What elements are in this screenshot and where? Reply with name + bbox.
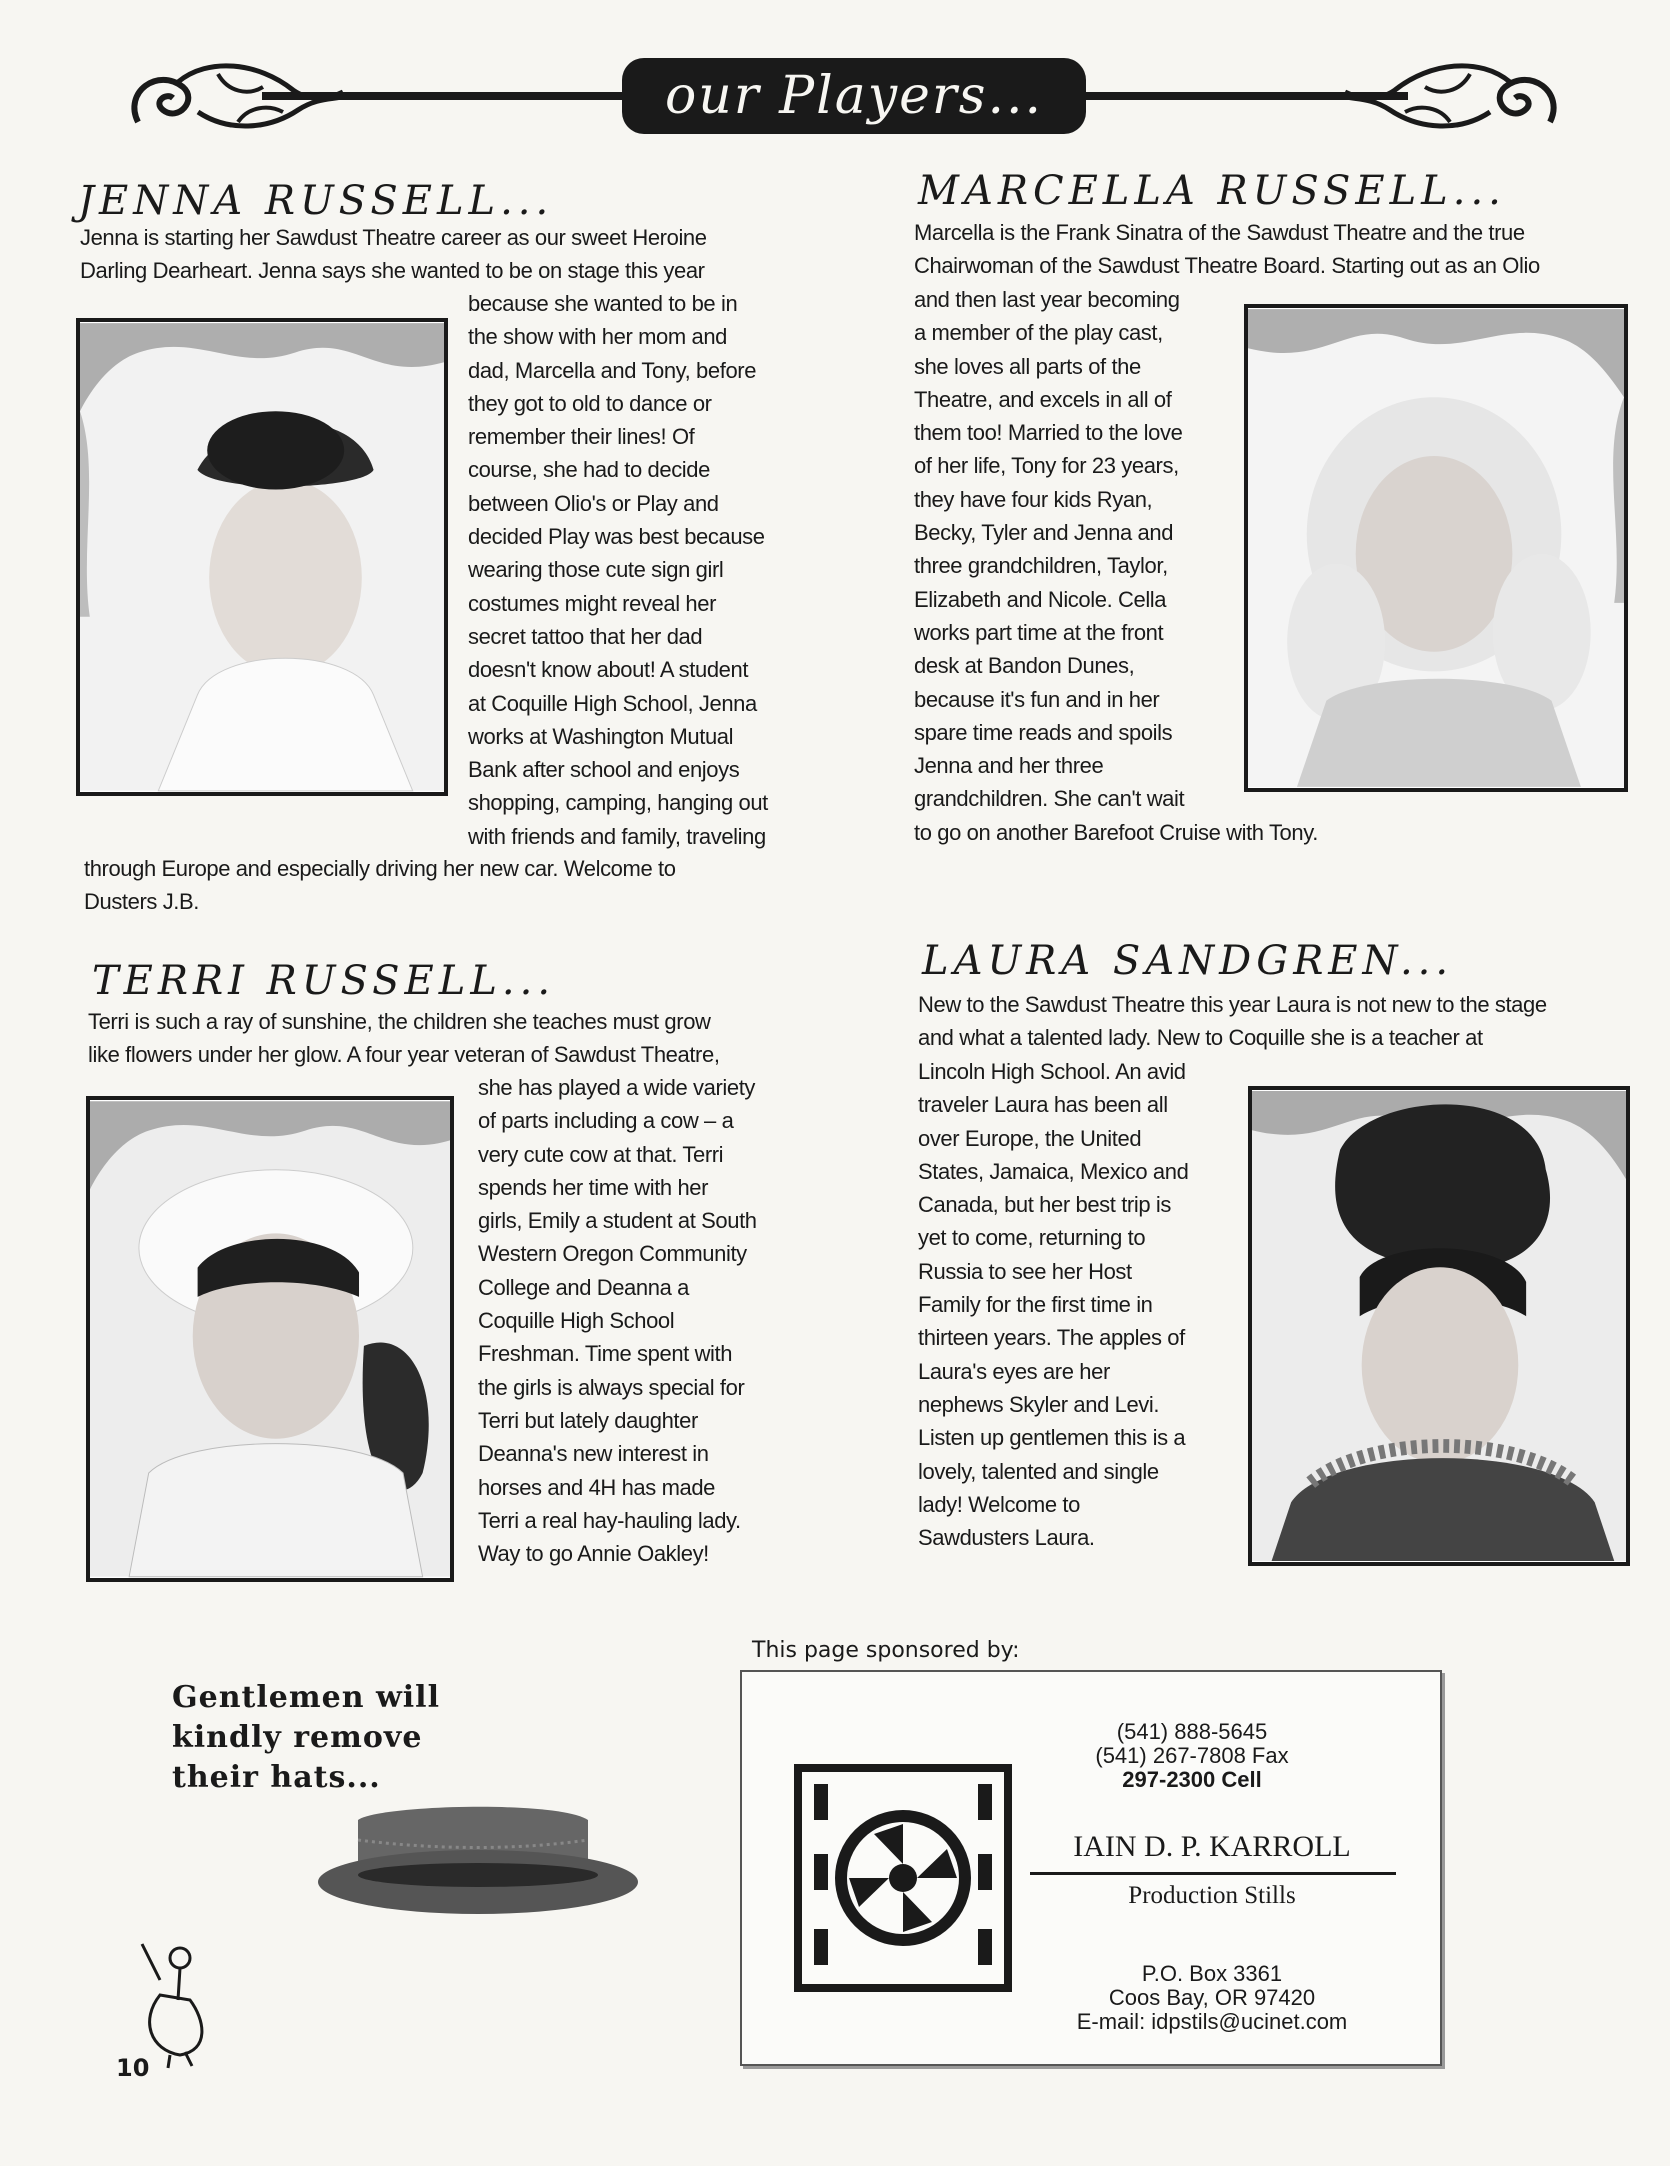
card-divider [1030, 1872, 1396, 1875]
film-reel-logo-icon [794, 1764, 1012, 1992]
boater-hat-illustration [318, 1800, 658, 1950]
page-number: 10 [116, 2054, 150, 2082]
player-name-terri: TERRI RUSSELL... [92, 958, 556, 1004]
sponsor-phones: (541) 888-5645 (541) 267-7808 Fax 297-2300 Cell [1095, 1719, 1289, 1792]
portrait-marcella [1248, 308, 1624, 788]
portrait-jenna [80, 322, 444, 792]
bio-jenna-outro: through Europe and especially driving her new car. Welcome to Dusters J.B. [84, 856, 676, 915]
bio-marcella-wrap: and then last year becoming a member of the play cast, she loves all parts of the Theatre, and excels in all of them too! Married to the love of her life, Tony for 23 years, they have four kids Ryan, Becky, Tyler and Jenna and three grandchildren, Taylor, Elizabeth and Nicole. Cella works part time at the front desk at Bandon Dunes, because it's fun and in her spare time reads and spoils Jenna and her three grandchildren. She can't wait to go on another Barefoot Cruise with Tony. [914, 287, 1318, 845]
bio-terri-intro: Terri is such a ray of sunshine, the children she teaches must grow like flowers under her glow. A four year veteran of Sawdust Theatre, [88, 1009, 720, 1068]
portrait-laura [1252, 1090, 1626, 1562]
player-name-marcella: MARCELLA RUSSELL... [918, 168, 1506, 214]
portrait-terri [90, 1100, 450, 1578]
bio-marcella-intro: Marcella is the Frank Sinatra of the Sawdust Theatre and the true Chairwoman of the Sawdust Theatre Board. Starting out as an Olio [914, 220, 1540, 279]
sponsor-name: IAIN D. P. KARROLL [1073, 1830, 1351, 1863]
photo-marcella [1244, 304, 1628, 792]
photo-terri [86, 1096, 454, 1582]
bio-jenna-wrap: because she wanted to be in the show with her mom and dad, Marcella and Tony, before they got to old to dance or remember their lines! Of course, she had to decide between Olio's or Play and decided Play was best because wearing those cute sign girl costumes might reveal her secret tattoo that her dad doesn't know about! A student at Coquille High School, Jenna works at Washington Mutual Bank after school and enjoys shopping, camping, hanging out with friends and family, traveling [468, 291, 768, 849]
hat-note: Gentlemen will kindly remove their hats... [172, 1680, 440, 1795]
sponsor-business-card [740, 1670, 1442, 2066]
player-name-jenna: JENNA RUSSELL... [78, 178, 554, 224]
bio-jenna-intro: Jenna is starting her Sawdust Theatre career as our sweet Heroine Darling Dearheart. Jenna says she wanted to be on stage this year [80, 225, 707, 284]
page-title: our Players... [622, 58, 1086, 134]
sponsor-label: This page sponsored by: [752, 1638, 1020, 1663]
bio-laura-intro: New to the Sawdust Theatre this year Laura is not new to the stage and what a talented lady. New to Coquille she is a teacher at [918, 992, 1547, 1051]
player-name-laura: LAURA SANDGREN... [922, 938, 1454, 984]
photo-jenna [76, 318, 448, 796]
scroll-ornament-right [1340, 52, 1570, 152]
bio-terri-wrap: she has played a wide variety of parts including a cow – a very cute cow at that. Terri spends her time with her girls, Emily a student at South Western Oregon Community College and Deanna a Coquille High School Freshman. Time spent with the girls is always special for Terri but lately daughter Deanna's new interest in horses and 4H has made Terri a real hay-hauling lady. Way to go Annie Oakley! [478, 1075, 757, 1567]
dancer-icon [130, 1940, 210, 2070]
sponsor-business: Production Stills [1128, 1882, 1296, 1909]
sponsor-address: P.O. Box 3361 Coos Bay, OR 97420 E-mail: idpstils@ucinet.com [1076, 1961, 1348, 2034]
bio-laura-wrap: Lincoln High School. An avid traveler Laura has been all over Europe, the United States, Jamaica, Mexico and Canada, but her best trip is yet to come, returning to Russia to see her Host Family for the first time in thirteen years. The apples of Laura's eyes are her nephews Skyler and Levi. Listen up gentlemen this is a lovely, talented and single lady! Welcome to Sawdusters Laura. [918, 1059, 1189, 1551]
photo-laura [1248, 1086, 1630, 1566]
scroll-ornament-left [118, 52, 348, 152]
